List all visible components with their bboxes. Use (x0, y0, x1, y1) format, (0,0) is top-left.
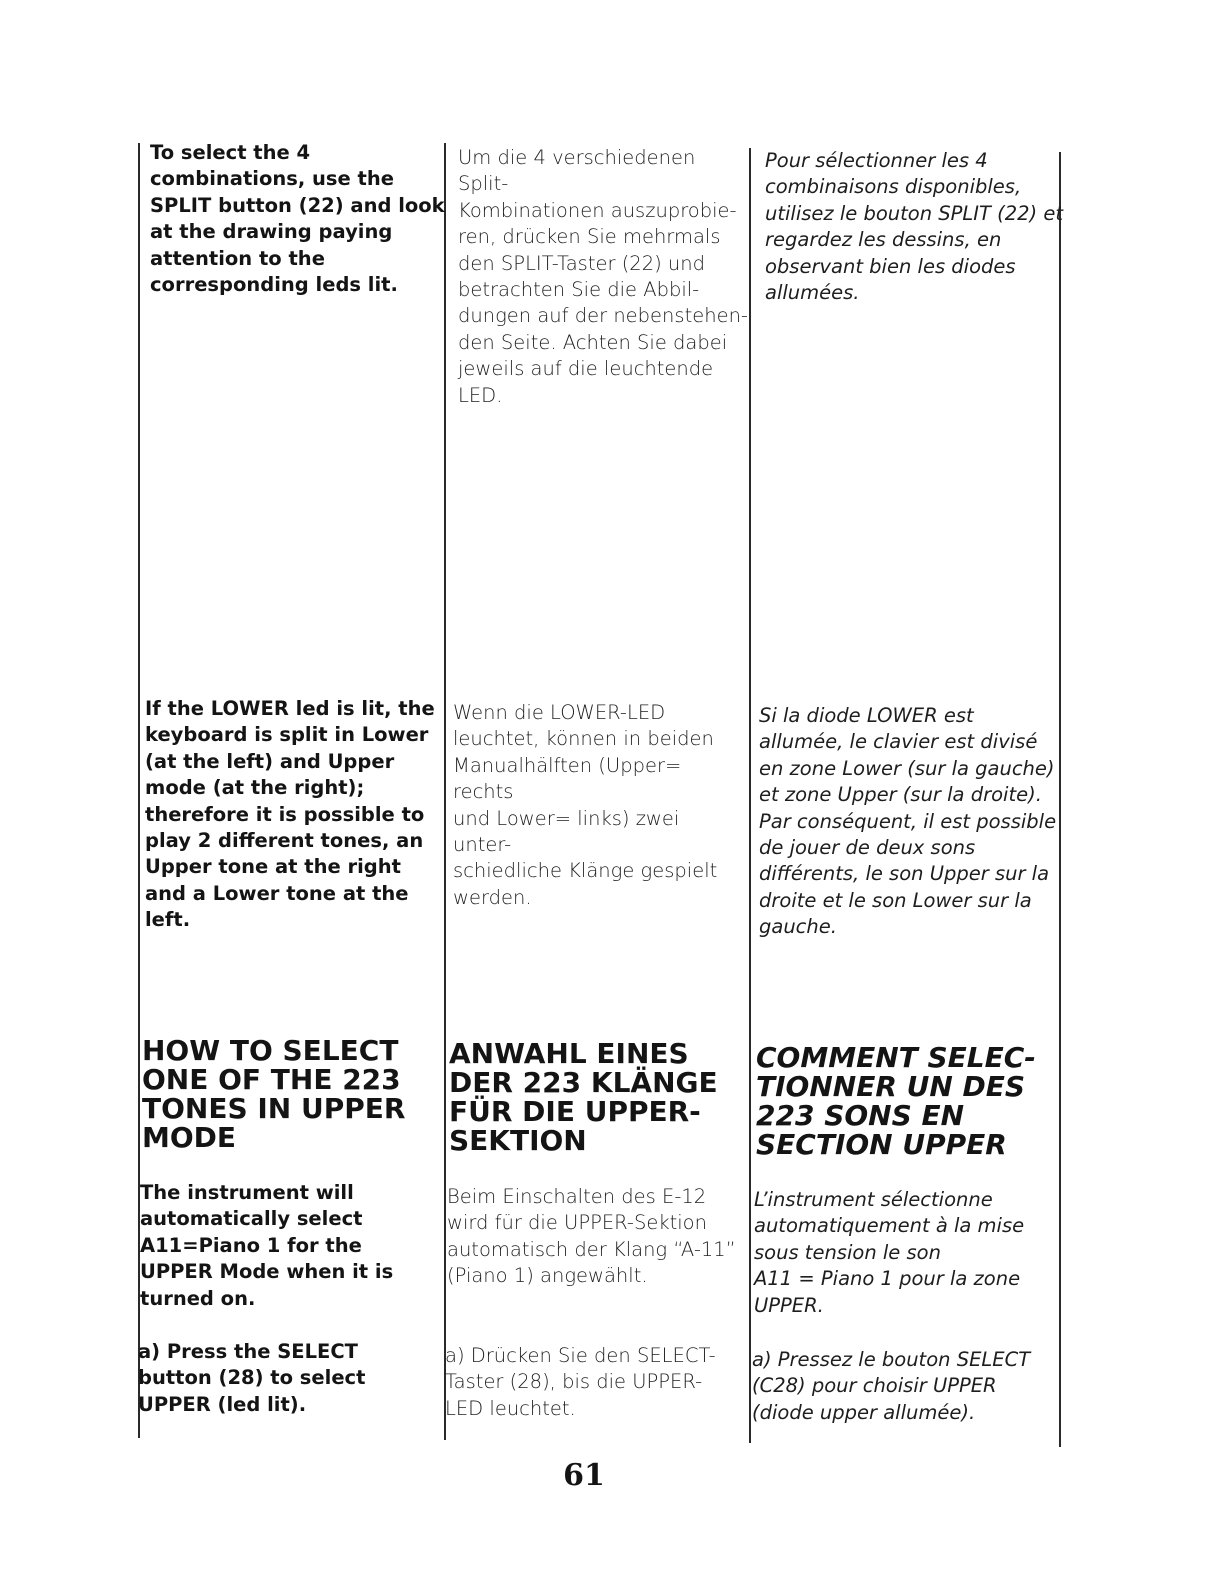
english-lower-led-text: If the LOWER led is lit, the keyboard is split in Lower (at the left) and Upper mode (at the right); therefore it is possible to play 2 different tones, an Upper tone at the right and a Lower tone at the left. (145, 697, 435, 932)
german-split-intro: Um die 4 verschiedenen Split- Kombinationen auszuprobie- ren, drücken Sie mehrmals den SPLIT-Taster (22) und betrachten Sie die Abbil- dungen auf der nebenstehen- den Seite. Achten Sie dabei jeweils auf die leuchtende LED. (458, 146, 748, 407)
column-rule-middle-right (749, 148, 751, 1443)
french-heading: COMMENT SELEC- TIONNER UN DES 223 SONS EN SECTION UPPER (756, 1041, 1036, 1161)
german-auto-select-text: Beim Einschalten des E-12 wird für die UPPER-Sektion automatisch der Klang “A-11” (Piano 1) angewählt. (447, 1185, 736, 1288)
german-heading: ANWAHL EINES DER 223 KLÄNGE FÜR DIE UPPER- SEKTION (449, 1037, 718, 1157)
page-number: 61 (563, 1458, 605, 1493)
german-lower-led-text: Wenn die LOWER-LED leuchtet, können in beiden Manualhälften (Upper= rechts und Lower= links) zwei unter- schiedliche Klänge gespielt werden. (453, 701, 718, 909)
french-split-intro: Pour sélectionner les 4 combinaisons disponibles, utilisez le bouton SPLIT (22) et regardez les dessins, en observant bien les diodes allumées. (765, 149, 1063, 305)
english-auto-select-text: The instrument will automatically select A11=Piano 1 for the UPPER Mode when it is turned on. (140, 1181, 394, 1310)
german-step-a: a) Drücken Sie den SELECT- Taster (28), bis die UPPER- LED leuchtet. (445, 1344, 716, 1420)
french-auto-select-text: L’instrument sélectionne automatiquement à la mise sous tension le son A11 = Piano 1 pour la zone UPPER. (754, 1188, 1025, 1317)
column-rule-right (1059, 152, 1061, 1447)
english-split-intro: To select the 4 combinations, use the SPLIT button (22) and look at the drawing paying attention to the corresponding leds lit. (150, 141, 445, 297)
french-step-a: a) Pressez le bouton SELECT (C28) pour choisir UPPER (diode upper allumée). (752, 1348, 1031, 1424)
english-step-a: a) Press the SELECT button (28) to select UPPER (led lit). (138, 1340, 366, 1416)
english-heading: HOW TO SELECT ONE OF THE 223 TONES IN UPPER MODE (142, 1034, 406, 1154)
french-lower-led-text: Si la diode LOWER est allumée, le clavier est divisé en zone Lower (sur la gauche) et zone Upper (sur la droite). Par conséquent, il est possible de jouer de deux sons différents, le son Upper sur la droite et le son Lower sur la gauche. (759, 704, 1057, 939)
